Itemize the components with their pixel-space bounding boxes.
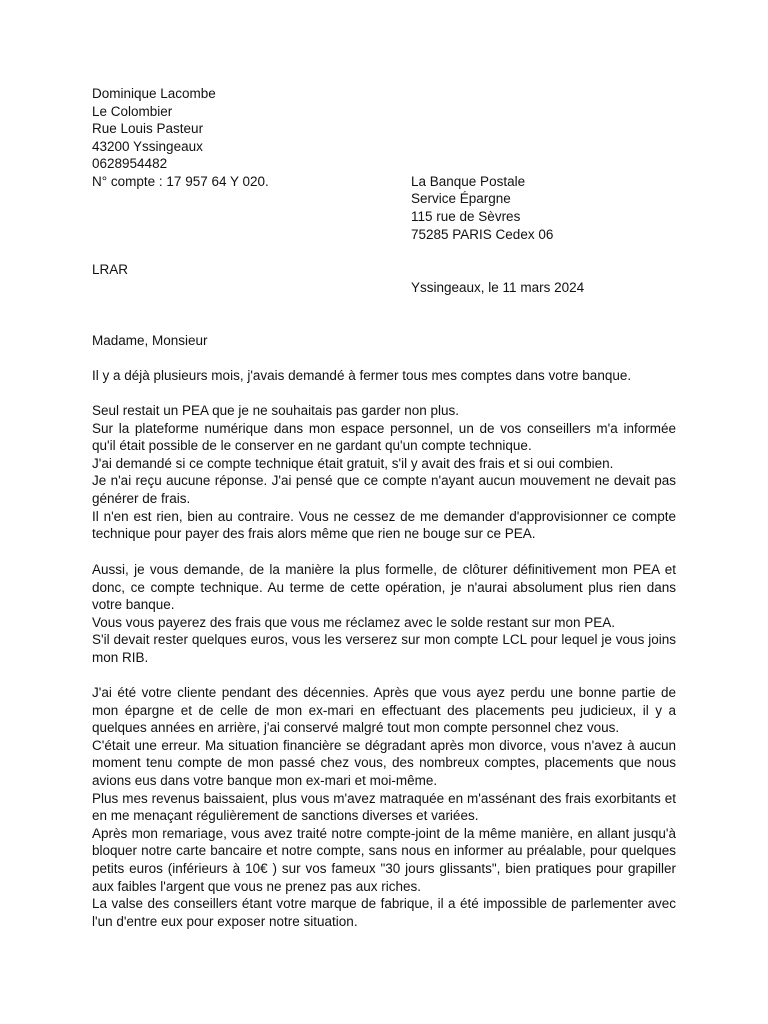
- letter-body-2: [92, 402, 676, 543]
- sending-mode: LRAR: [92, 262, 129, 277]
- salutation: Madame, Monsieur: [92, 333, 208, 348]
- paragraph: J'ai été votre cliente pendant des décennies. Après que vous ayez perdu une bonne partie de mon épargne et de celle de mon ex-mari en effectuant des placements peu judicieux, il y a quelques années en arrière, j'ai conservé malgré tout mon compte personnel chez vous.: [92, 685, 676, 736]
- paragraph: La valse des conseillers étant votre marque de fabrique, il a été impossible de parlementer avec l'un d'entre eux pour exposer notre situation.: [92, 896, 676, 929]
- paragraph: Il y a déjà plusieurs mois, j'avais demandé à fermer tous mes comptes dans votre banque.: [92, 368, 632, 383]
- paragraph: Il n'en est rien, bien au contraire. Vous ne cessez de me demander d'approvisionner ce compte technique pour payer des frais alors même que rien ne bouge sur ce PEA.: [92, 508, 676, 542]
- paragraph: Seul restait un PEA que je ne souhaitais pas garder non plus.: [92, 403, 459, 418]
- paragraph: J'ai demandé si ce compte technique était gratuit, s'il y avait des frais et si oui combien.: [92, 455, 614, 471]
- sender-name: Dominique Lacombe: [92, 86, 216, 101]
- paragraph: Plus mes revenus baissaient, plus vous m'avez matraquée en m'assénant des frais exorbitants et en me menaçant régulièrement de sanctions diverses et variées.: [92, 790, 676, 824]
- recipient-name: La Banque Postale: [411, 174, 526, 189]
- paragraph: Aussi, je vous demande, de la manière la plus formelle, de clôturer définitivement mon PEA et donc, ce compte technique. Au terme de cette opération, je n'aurai absolument plus rien dans votre banque.: [92, 562, 676, 613]
- paragraph: Vous vous payerez des frais que vous me réclamez avec le solde restant sur mon PEA.: [92, 614, 616, 630]
- paragraph: Je n'ai reçu aucune réponse. J'ai pensé que ce compte n'ayant aucun mouvement ne devait pas générer de frais.: [92, 473, 676, 506]
- sender-place: Le Colombier: [92, 104, 173, 119]
- letter-body-3: [92, 561, 676, 667]
- sender-account: N° compte : 17 957 64 Y 020.: [92, 174, 269, 189]
- letter-body-4: [92, 684, 676, 930]
- paragraph: C'était une erreur. Ma situation financière se dégradant après mon divorce, vous n'avez à aucun moment tenu compte de mon passé chez vous, des nombreux comptes, placements que nous avions eus dans votre banque mon ex-mari et moi-même.: [92, 737, 676, 788]
- paragraph: S'il devait rester quelques euros, vous les verserez sur mon compte LCL pour lequel je vous joins mon RIB.: [92, 632, 676, 665]
- recipient-department: Service Épargne: [411, 191, 511, 206]
- paragraph: Après mon remariage, vous avez traité notre compte-joint de la même manière, en allant jusqu'à bloquer notre carte bancaire et notre compte, sans nous en informer au préalable, pour quelques petits euros (inférieurs à 10€ ) sur vos fameux "30 jours glissants", bien pratiques pour grapiller aux faibles l'argent que vous ne prenez pas aux riches.: [92, 825, 676, 894]
- sender-street: Rue Louis Pasteur: [92, 121, 204, 136]
- recipient-street: 115 rue de Sèvres: [411, 209, 521, 224]
- letter-body-1: [92, 367, 676, 385]
- sender-city: 43200 Yssingeaux: [92, 139, 203, 154]
- sender-phone: 0628954482: [92, 156, 168, 171]
- place-date: Yssingeaux, le 11 mars 2024: [411, 280, 585, 295]
- recipient-city: 75285 PARIS Cedex 06: [411, 227, 554, 242]
- paragraph: Sur la plateforme numérique dans mon espace personnel, un de vos conseillers m'a informée qu'il était possible de le conserver en ne gardant qu'un compte technique.: [92, 420, 676, 454]
